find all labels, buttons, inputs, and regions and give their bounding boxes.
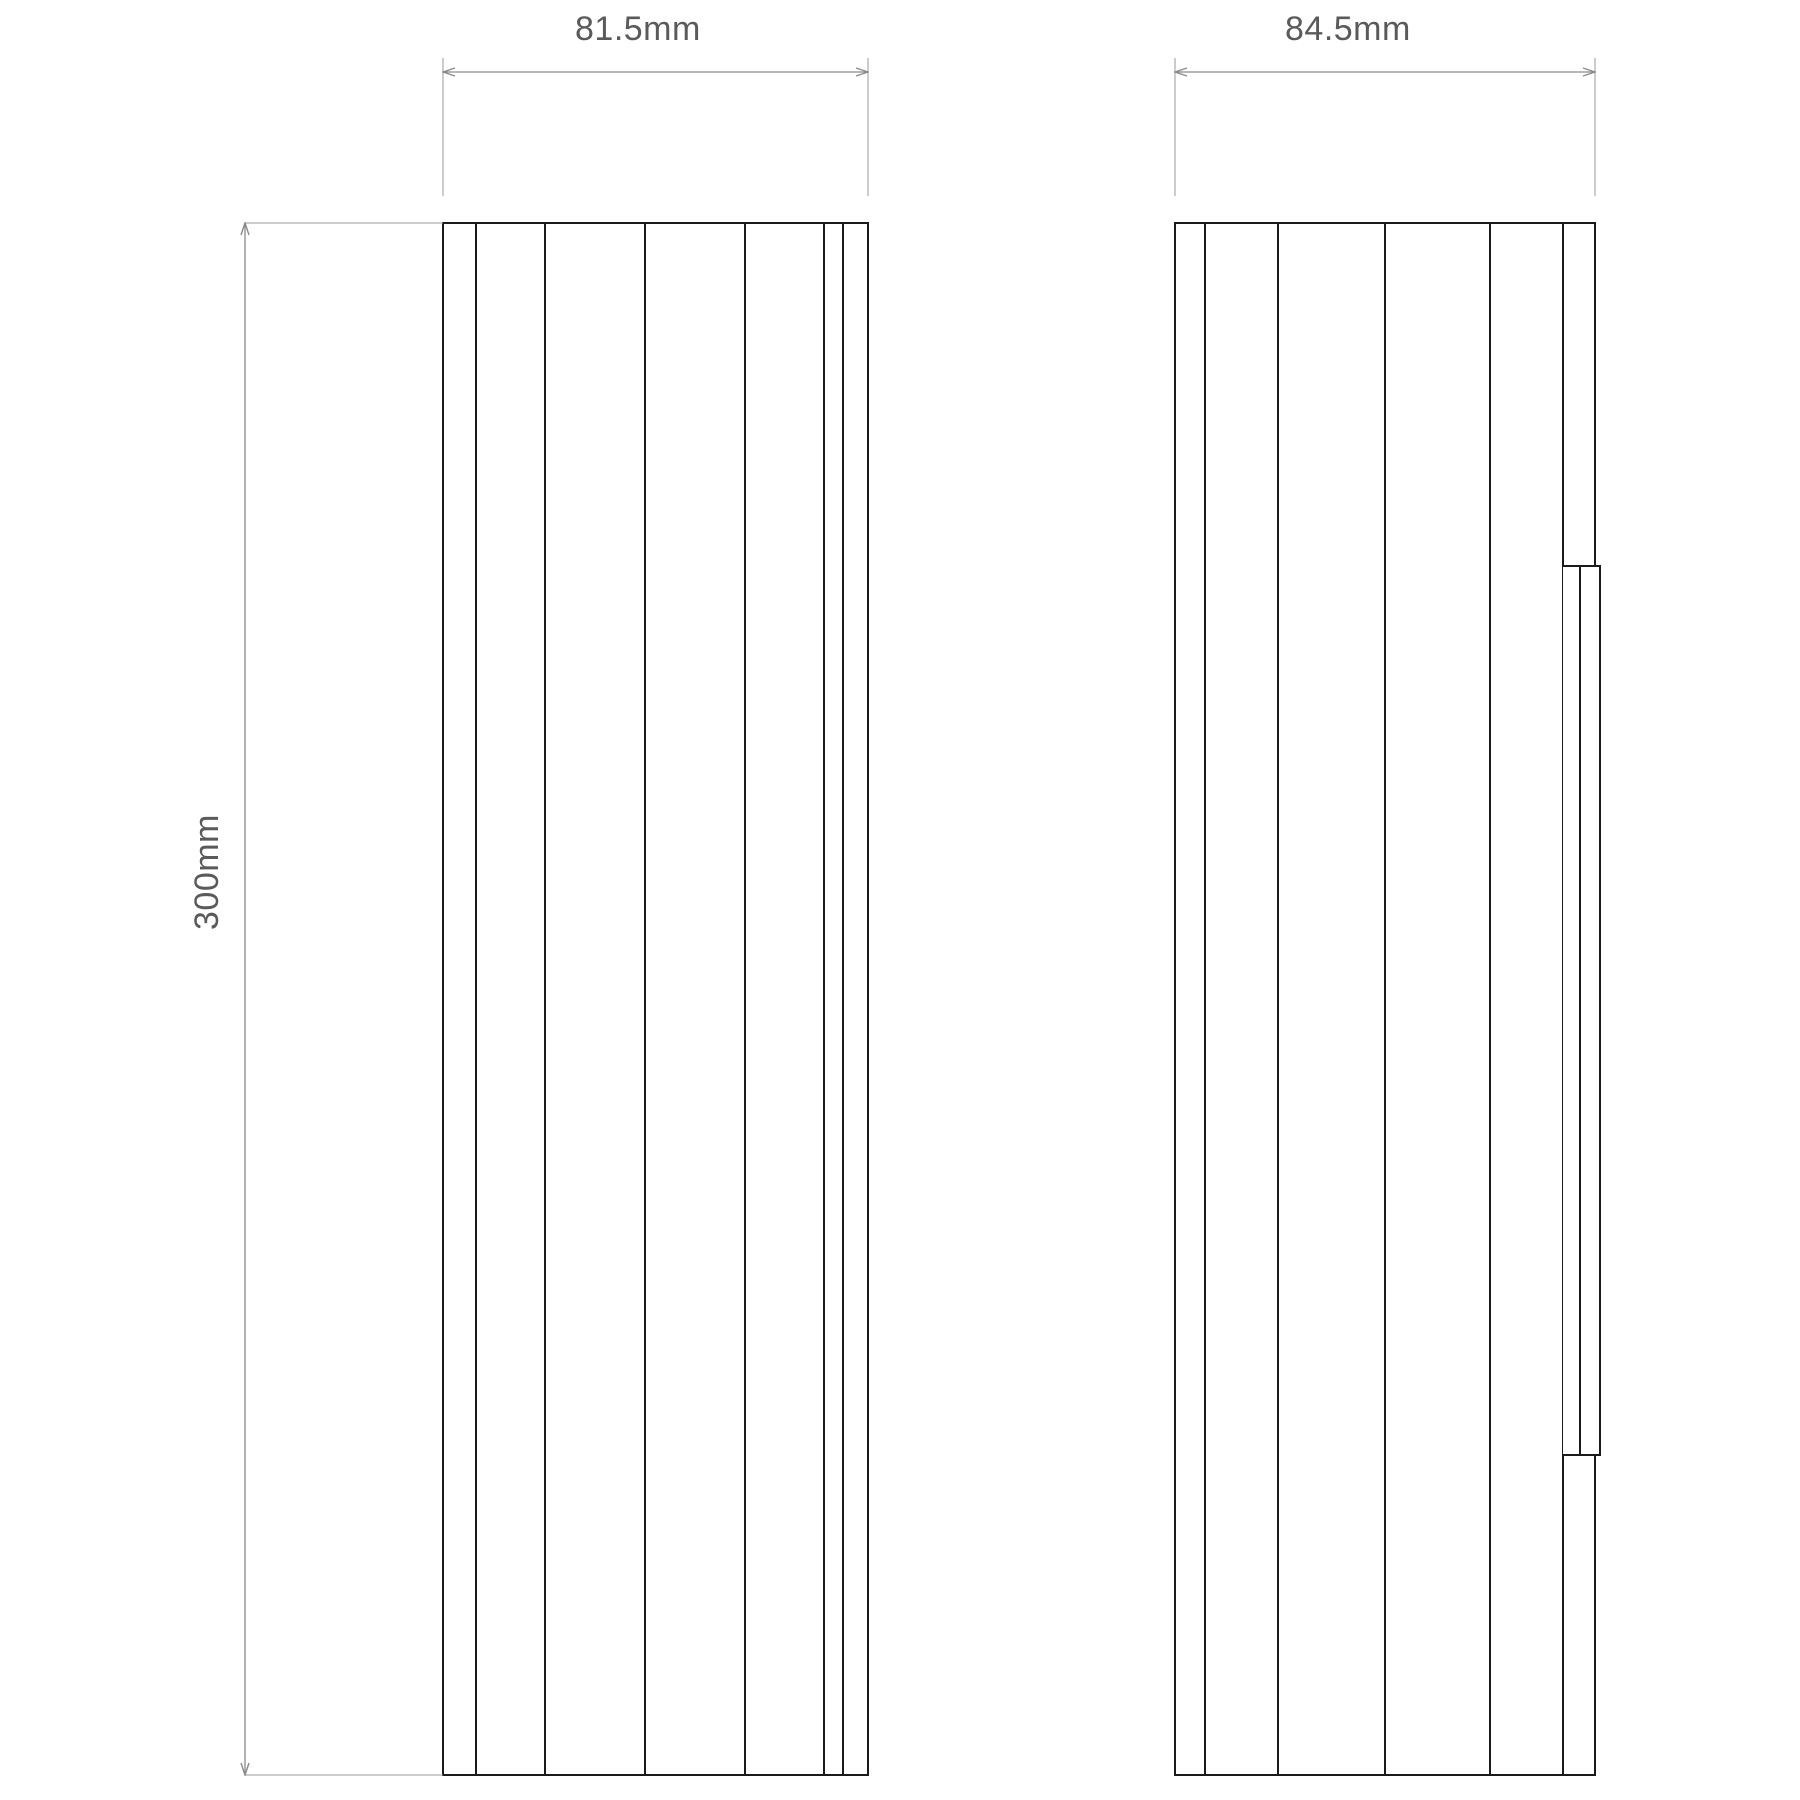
wall-bracket-outline bbox=[1563, 566, 1600, 1455]
front-elevation-view bbox=[443, 58, 868, 1775]
front-extension-lines bbox=[443, 58, 868, 196]
side-elevation-view bbox=[1175, 58, 1600, 1775]
height-label: 300mm bbox=[188, 814, 226, 930]
side-width-label: 84.5mm bbox=[1285, 10, 1411, 48]
side-extension-lines bbox=[1175, 58, 1595, 196]
height-dimension bbox=[245, 223, 443, 1775]
front-body-outline bbox=[443, 223, 868, 1775]
front-width-label: 81.5mm bbox=[575, 10, 701, 48]
